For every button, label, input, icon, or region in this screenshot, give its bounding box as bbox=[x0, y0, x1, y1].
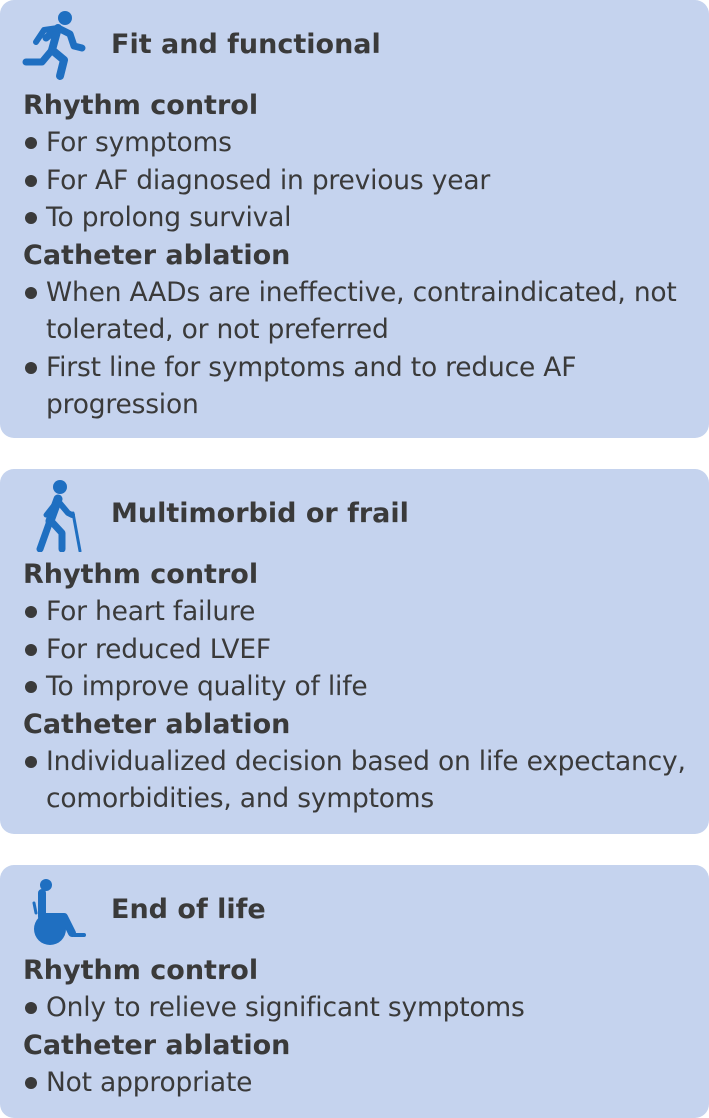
section-heading-catheter-ablation: Catheter ablation bbox=[23, 239, 291, 271]
item-list bbox=[23, 1064, 699, 1102]
card-end-of-life bbox=[0, 865, 709, 1118]
section-heading-catheter-ablation: Catheter ablation bbox=[23, 708, 291, 740]
list-item: For heart failure bbox=[23, 593, 699, 631]
card-body bbox=[23, 556, 699, 818]
card-fit-and-functional bbox=[0, 0, 709, 438]
card-title: Multimorbid or frail bbox=[111, 498, 409, 529]
section-heading-catheter-ablation: Catheter ablation bbox=[23, 1029, 291, 1061]
item-list bbox=[23, 593, 699, 706]
section-heading-rhythm-control: Rhythm control bbox=[23, 90, 259, 121]
item-list bbox=[23, 274, 699, 424]
list-item: For AF diagnosed in previous year bbox=[23, 162, 699, 200]
running-person-icon bbox=[20, 8, 92, 83]
list-item: To prolong survival bbox=[23, 199, 699, 237]
list-item: To improve quality of life bbox=[23, 668, 699, 706]
item-list bbox=[23, 989, 699, 1027]
card-multimorbid-or-frail bbox=[0, 469, 709, 834]
section-heading-rhythm-control: Rhythm control bbox=[23, 955, 259, 986]
list-item: When AADs are ineffective, contraindicated, not tolerated, or not preferred bbox=[23, 274, 699, 349]
card-body bbox=[23, 952, 699, 1101]
list-item: For symptoms bbox=[23, 124, 699, 162]
person-with-cane-icon bbox=[20, 477, 92, 552]
list-item: Only to relieve significant symptoms bbox=[23, 989, 699, 1027]
list-item: Individualized decision based on life expectancy, comorbidities, and symptoms bbox=[23, 743, 699, 818]
section-heading-rhythm-control: Rhythm control bbox=[23, 559, 259, 590]
card-title: Fit and functional bbox=[111, 29, 381, 60]
item-list bbox=[23, 124, 699, 237]
item-list bbox=[23, 743, 699, 818]
wheelchair-icon bbox=[20, 873, 92, 948]
card-title: End of life bbox=[111, 894, 266, 925]
list-item: For reduced LVEF bbox=[23, 631, 699, 669]
card-body bbox=[23, 87, 699, 424]
list-item: First line for symptoms and to reduce AF progression bbox=[23, 349, 699, 424]
list-item: Not appropriate bbox=[23, 1064, 699, 1102]
